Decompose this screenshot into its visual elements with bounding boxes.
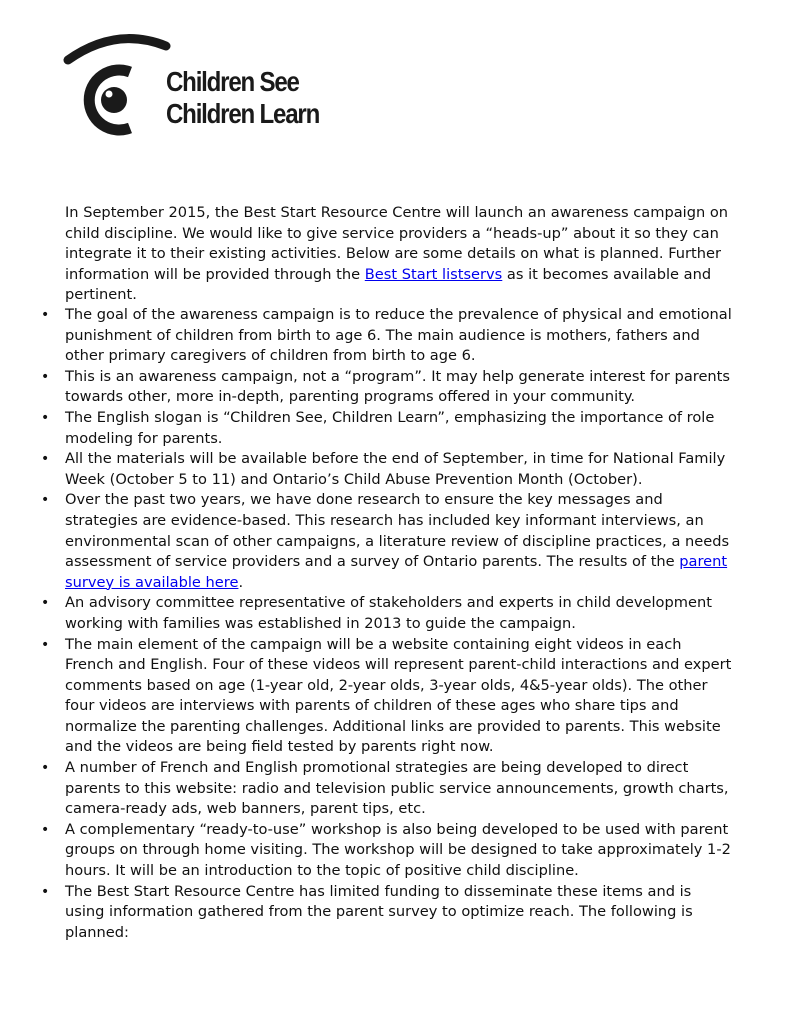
logo (62, 30, 332, 142)
intro-text: In September 2015, the Best Start Resource Centre will launch an awareness campaign on child discipline. We would like to give service providers a “heads-up” about it so they can integrate it to their existing activities. Below are some details on what is planned. Further information will be provided through the (65, 204, 729, 283)
list-item-text: The English slogan is “Children See, Children Learn”, emphasizing the importance of role modeling for parents. (65, 408, 715, 447)
list-item (41, 635, 733, 759)
bullet-icon: • (41, 883, 50, 900)
bullet-icon: • (41, 821, 50, 838)
logo-line-1: Children See (166, 66, 299, 97)
list-item-text: Over the past two years, we have done research to ensure the key messages and strategies are evidence-based. This research has included key informant interviews, an environmental scan of other campaigns, a literature review of discipline practices, a needs assessment of service providers and a survey of Ontario parents. The results of the (65, 491, 730, 571)
logo-line-2: Children Learn (166, 98, 320, 129)
list-item-text: All the materials will be available before the end of September, in time for National Family Week (October 5 to 11) and Ontario’s Child Abuse Prevention Month (October). (65, 450, 726, 488)
bullet-icon: • (41, 760, 50, 777)
list-item (41, 820, 733, 882)
list-item (41, 367, 733, 408)
list-item (41, 408, 733, 449)
list-item-text: The Best Start Resource Centre has limited funding to disseminate these items and is using information gathered from the parent survey to optimize reach. The following is planned: (65, 882, 693, 941)
list-item-text: The goal of the awareness campaign is to reduce the prevalence of physical and emotional punishment of children from birth to age 6. The main audience is mothers, fathers and other primary caregivers of children from birth to age 6. (65, 306, 732, 365)
list-item-text: An advisory committee representative of stakeholders and experts in child development working with families was established in 2013 to guide the campaign. (65, 594, 712, 632)
list-item (41, 490, 733, 593)
best-start-listservs-link[interactable]: Best Start listservs (364, 265, 503, 283)
list-item (41, 882, 733, 944)
bullet-icon: • (41, 451, 50, 468)
list-item-text-end: . (238, 573, 244, 591)
bullet-icon: • (41, 307, 50, 323)
list-item-text: A complementary “ready-to-use” workshop is also being developed to be used with parent groups on through home visiting. The workshop will be designed to take approximately 1-2 hours. It will be an introduction to the topic of positive child discipline. (65, 820, 731, 880)
bullet-icon: • (41, 409, 50, 426)
bullet-icon: • (41, 368, 50, 385)
intro-text-end: as it becomes available and pertinent. (65, 265, 712, 304)
bullet-icon: • (41, 595, 50, 612)
bullet-icon: • (41, 492, 50, 509)
list-item (41, 305, 733, 367)
list-item-text: The main element of the campaign will be a website containing eight videos in each French and English. Four of these videos will represent parent-child interactions and expert comments based on age (1-year old, 2-year olds, 3-year olds, 4&5-year olds). The other four videos are interviews with parents of children of these ages who share tips and normalize the parenting challenges. Additional links are provided to parents. This website and the videos are being field tested by parents right now. (65, 635, 732, 756)
list-item-text: A number of French and English promotional strategies are being developed to direct parents to this website: radio and television public service announcements, growth charts, camera-ready ads, web banners, parent tips, etc. (65, 759, 729, 818)
intro-paragraph (65, 203, 733, 306)
list-item-text: This is an awareness campaign, not a “program”. It may help generate interest for parents towards other, more in-depth, parenting programs offered in your community. (65, 367, 730, 406)
list-item (41, 758, 733, 820)
list-item (41, 593, 733, 634)
parent-survey-link[interactable]: parent survey is available here (65, 553, 728, 591)
list-item (41, 449, 733, 490)
bullet-list (41, 305, 733, 943)
bullet-icon: • (41, 636, 50, 653)
eye-logo-icon (62, 30, 172, 142)
logo-wordmark (166, 66, 319, 130)
